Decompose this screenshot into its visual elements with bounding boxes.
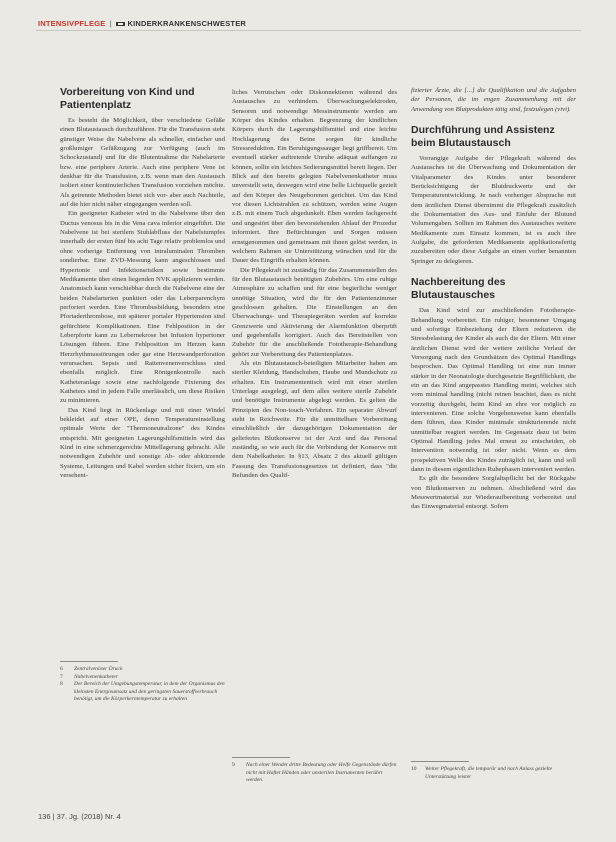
section-label: INTENSIVPFLEGE: [38, 19, 106, 28]
footnotes: [411, 754, 576, 781]
footnote: 10 Weiter Pflegekraft, die temporär und nach Anlass gezielte Unterstützung leistet: [411, 766, 553, 780]
paragraph: Als ein Blutaustausch-beteiligten Mitarbeiter haben am steriler Kleidung, Handschuhen, Haube und Mundschutz zu erhalten. Ein Instrumententisch wird mit einer sterilen Unterlage ausgelegt, auf dem alles weitere sterile Zubehör und benötigte Instrumente abgelegt werden. Es gelten die Prinzipien des Non-touch-Verfahren. Ein separater Abwurf steht in Reichweite. Für die unmittelbare Vorbereitung einschließlich der dazugehörigen Dokumentation der geliefertes Blutkonserve ist der Arzt und das Personal zuständig, so wie auch für die Verbindung der Konserve mit dem Nabelkatheter. In §13, Absatz 2 des aktuell gültigen Fassung des Transfusionsgesetzes ist definiert, dass "die Befunden des Qualif-: [232, 359, 397, 480]
paragraph: liches Verrutschen oder Diskonnektieren während des Austausches zu verhindern. Überwachungselektroden, Sensoren und notwendige Messinstrumente werden am Körper des Kindes erhalten. Begrenzung der kindlichen Körpers durch die Lagerungshilfsmittel und eine leichte Hochlagerung des Beine sorgen für kindliche Stressreduktion. Ein Beruhigungssauger liegt griffbereit. Um eventuell stärker auftretende Unruhe adäquat auffangen zu können, sollte ein leichtes Sedierungsmittel bereit liegen. Der Blick auf den bereits gelegten Nabelvenenkatheter muss unverstellt sein, deswegen wird eine helle Lichtquelle gezielt auf den Körper des Neugeborenen gerichtet. Um das Kind vor diesen Lichtstrahlen zu schützen, werden seine Augen z.B. mit einem Tuch abgedunkelt. Eben werden fachgerecht und ungestört über den bevorstehenden Ablauf der Prozedur informiert. Ihre Befürchtungen und Sorgen müssen ernstgenommen und gemeinsam mit ihnen gelöst werden, in welchem Rahmen sie Unterstützung wünschen und für die Dauer des Eingriffs erhalten können.: [232, 89, 397, 265]
paragraph: Die Pflegekraft ist zuständig für das Zusammenstellen des für den Blutaustausch benötigten Zubehörs. Um eine ruhige Atmosphäre zu schaffen und für eine begierliche weniger unnötige Situation, wird die für den Patientenzimmer geschlossen gehalten. Die Einstellungen an den Überwachungs- und Therapiegeräten werden auf korrekte Grenzwerte und Aktivierung der Alarmfunktion überprüft und gegebenfalls korrigiert. Auch das Bereitstellen von Zubehör für die anschließende Fototherapie-Behandlung gehört zur Vorbereitung des Patientenplatzes.: [232, 266, 397, 358]
footnote: 7 Nabelvenenkatheter: [60, 673, 118, 680]
footnote-separator: [411, 761, 469, 762]
column-1: [60, 86, 225, 702]
heading-durchfuehrung: Durchführung und Assistenz beim Blutaustausch: [411, 124, 555, 149]
column-3: [411, 86, 576, 780]
footnote-separator: [232, 757, 290, 758]
paragraph: Das Kind wird zur anschließenden Fototherapie-Behandlung vorbereitet. Ein ruhiger, besonnener Umgang und sofortige Einbeziehung der Eltern reduzieren die Stressbelastung der Kinder als auch die der Eltern. Mit einer ärztlichen Dienst wird der weitere zeitliche Verlauf der Versorgung nach den Grundsätzen des Optimal Handlings besprochen. Das Optimal Handling ist eine nun immer stärker in der Neonatologie durchgesetzte Begrifflichkeit, die ein an das Kind angepasstes Handling meint, welches sich vom minimal handling (nicht reinen beachtet, dass es nicht vorzeitig durchgeht, heim Kind an ehre vor möglich zu intervenieren. Eine solche Vorgehensweise kann ebenfalls dem führen, dass Kinder minimale strukturierende nicht unmittelbar reagiert werden. Im Gegensatz dazu ist beim Optimal Handling jedes Mal erneut zu entscheiden, ob Intervention notwendig ist oder nicht. Wenn es dem prospektiven Welle des Kindes zuträglich ist, kann und soll dann in diesem eigentlichen Ruhephasen interveniert werden.: [411, 307, 576, 473]
running-header: [38, 19, 246, 28]
paragraph: Es gilt die besondere Sorgfaltspflicht bei der Rückgabe von Blutkonserven zu nehmen. Abschließend wird das Messwertmaterial zur Wiederaufbereitung vorbereitet und das Einwegmaterial entsorgt. Sofern: [411, 475, 576, 511]
footnotes: [232, 750, 397, 785]
footnotes: [60, 654, 225, 704]
paragraph: Ein geeigneter Katheter wird in die Nabelvene über den Ductus venosus bis in die Vena cava inferior eingeführt. Die Nabelvene ist bei sterilem Stuhlabfluss der Nabelstumpfes innerhalb der ersten fünf bis acht Tage relativ problemlos und ohne vorherige Entfernung von intraluminalen Thromben sondierbar. Eine ZVD-Messung kann angeschlossen und Hypertonie und Infektionsrisiken sowie bestimmte Medikamente über einen liegenden NVK applizieren werden. Anatomisch kann verschiebbar durch die Nabelvene eine der beiden Nabelarterien punktiert oder das Leberparenchym perforiert werden. Eine Thrombusbildung, besonders eine Pfortaderthrombose, mit späterer portaler Hypertension sind gefürchtete Komplikationen. Eine Fehlposition in der Leberpforte kann zu Lebernekrose bei Infusion hypertoner Lösungen führen. Eine Fehlposition im Herzen kann Herzrhythmusstörungen oder gar eine Herzwandperforation verursachen. Sepsis und Rattenvenenverschluss sind ebenfalls möglich. Eine Röntgenkontrolle nach Katheteranlage sowie eine nachfolgende Fixierung des Katheters sind in jedem Falle unerlässlich, um diese Risiken zu minimieren.: [60, 210, 225, 405]
paragraph: Es besteht die Möglichkeit, über verschiedene Gefäße einen Blutaustausch durchzuführen. Für die Transfusion steht günstiger Weise die Nabelvene als schneller, einfacher und großlumiger Gefäßzugang zur Verfügung (auch im Schockzustand) und für die Blutentnahme die Nabelarterie bzw. eine periphere Arterie. Auch eine periphere Vene ist denkbar für die Transfusion, z.B. wenn man den Austausch isoliert einer kontinuierlichen Transfusion vorziehen möchte. Als getrennte Methoden bietet sich vor- aber auch Nachteile, auf die hier nicht näher eingegangen werden soll.: [60, 117, 225, 209]
footnote: 6 Zentralvenöser Druck: [60, 666, 123, 672]
header-divider: |: [109, 19, 112, 28]
paragraph: Das Kind liegt in Rückenlage und mit einer Windel bekleidet auf einer OPE, deren Temperatureinstellung optimale Werte der "Thermoneutralzone" des Kindes entspricht. Mit geeigneten Lagerungshilfsmitteln wird das Kind in eine schmerzgerechte Mittellagerung gebracht. Alle notwendigen Zubehör und sonstige Ab- oder abkürzende Systeme, Leitungen und Kabel werden sicher fixiert, um ein versehent-: [60, 406, 225, 480]
page-footer: 136 | 37. Jg. (2018) Nr. 4: [38, 812, 121, 821]
header-rule: [36, 30, 581, 31]
heading-vorbereitung: Vorbereitung von Kind und Patientenplatz: [60, 86, 195, 111]
footnote: 8 Der Bereich der Umgebungstemperatur, in dem der Organismus den kleinsten Energieumsatz und den geringsten Sauerstoffverbrauch benötigt, um die Körperkerntemperatur zu erhalten: [60, 681, 225, 702]
publisher-logo-icon: [116, 21, 125, 27]
column-2: [232, 86, 397, 783]
footnote-separator: [60, 661, 118, 662]
paragraph: Vorrangige Aufgabe der Pflegekraft während des Austausches ist die Überwachung und Dokumentation der Vitalparameter des Kindes unter besonderer Berücksichtigung der Blutdruckwerte und der Temperaturentwicklung. Je nach vorheriger Absprache mit dem ärztlichen Dienst übernimmt die Pflegekraft zusätzlich die Dokumentation des Aus- und Einfuhr der Blutund Volumengaben. Sollten im Rahmen des Austausches weitere Medikamente zum Einsatz kommen, ist es auch ihre Aufgabe, die geforderten Medikamente applikationsfertig zuzubereiten oder diese Aufgabe an einen vorher benannten Springer zu delegieren.: [411, 155, 576, 265]
paragraph: fizierter Ärzte, die [...] die Qualifikation und die Aufgaben der Personen, die im engen Zusammenhang mit der Anwendung von Blutprodukten tätig sind, festzulegen (vivi).: [411, 87, 576, 113]
journal-title: KINDERKRANKENSCHWESTER: [127, 19, 247, 28]
heading-nachbereitung: Nachbereitung des Blutaustausches: [411, 276, 506, 301]
footnote: 9 Nach einer Wendet dritte Bedeutung oder Helfe Gegenstände dürfen nicht mit Haftet Händen oder unsterilen Instrumenten berührt werden.: [232, 762, 397, 783]
